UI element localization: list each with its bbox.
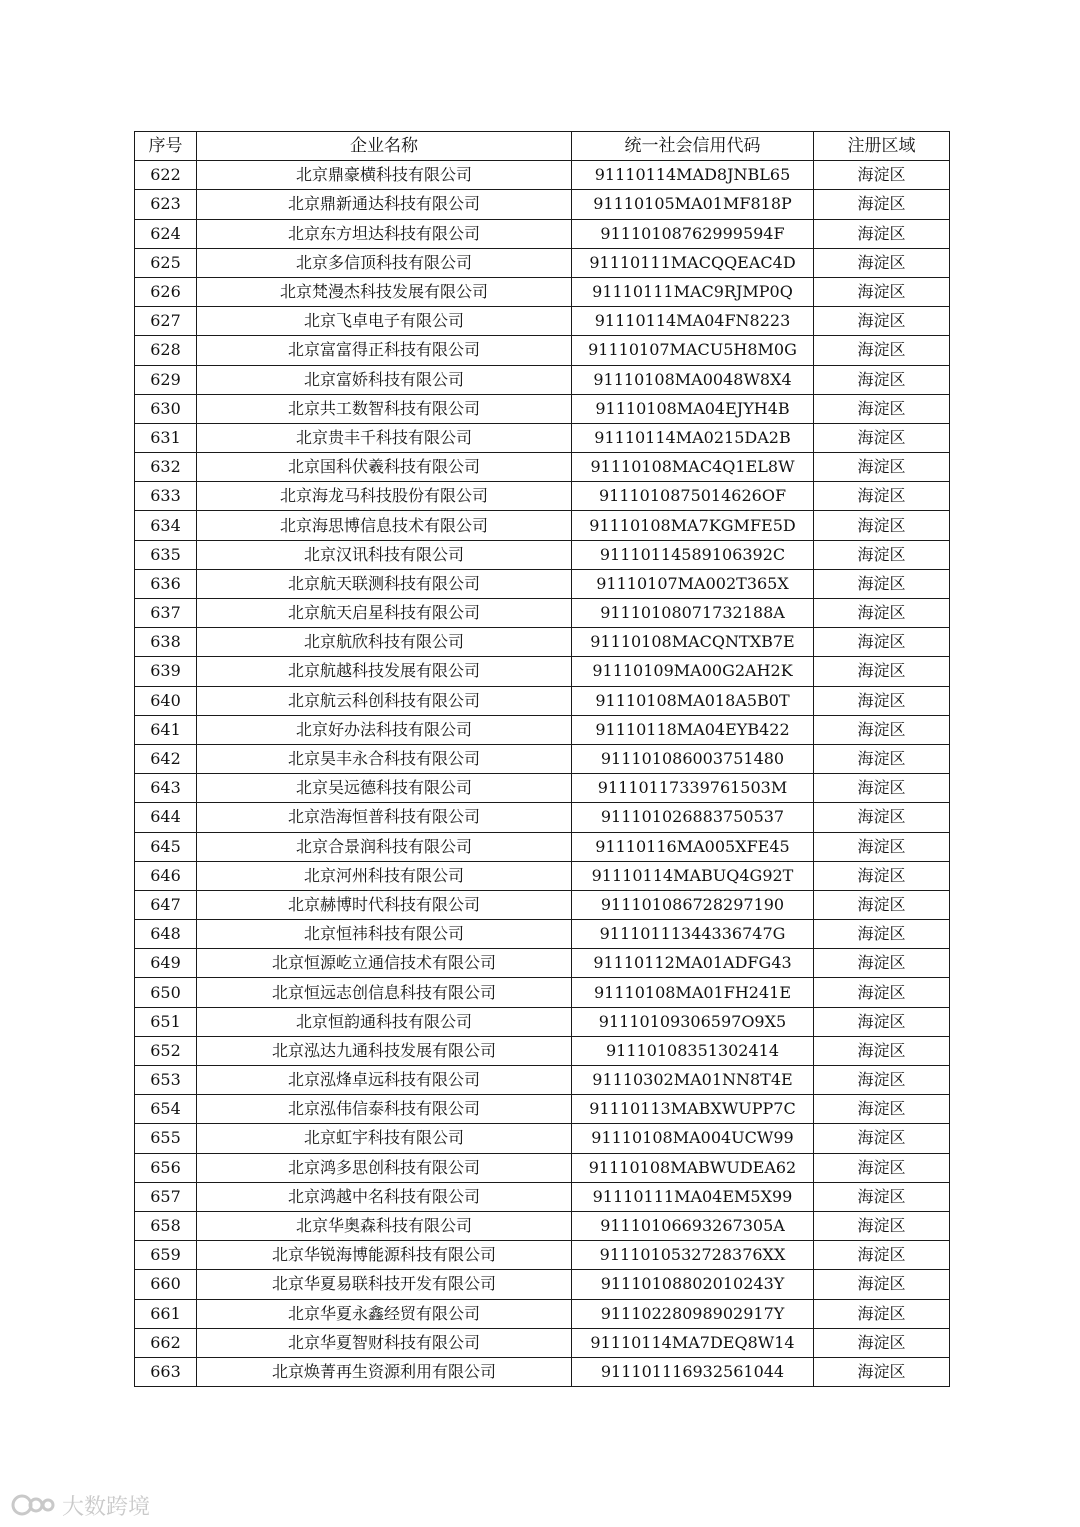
row-index: 637 — [135, 599, 197, 628]
row-index: 650 — [135, 978, 197, 1007]
company-name: 北京赫博时代科技有限公司 — [197, 890, 572, 919]
region: 海淀区 — [814, 277, 950, 306]
region: 海淀区 — [814, 890, 950, 919]
credit-code: 91110107MA002T365X — [572, 569, 814, 598]
table-row — [135, 365, 950, 394]
credit-code: 91110108071732188A — [572, 599, 814, 628]
credit-code: 91110114MA0215DA2B — [572, 423, 814, 452]
row-index: 638 — [135, 628, 197, 657]
table-row — [135, 1182, 950, 1211]
row-index: 656 — [135, 1153, 197, 1182]
table-row — [135, 277, 950, 306]
credit-code: 91110108MA018A5B0T — [572, 686, 814, 715]
table-row — [135, 978, 950, 1007]
table-row — [135, 307, 950, 336]
header-index: 序号 — [135, 132, 197, 161]
table-row — [135, 1007, 950, 1036]
row-index: 639 — [135, 657, 197, 686]
region: 海淀区 — [814, 1357, 950, 1386]
table-row — [135, 1124, 950, 1153]
region: 海淀区 — [814, 1270, 950, 1299]
row-index: 658 — [135, 1211, 197, 1240]
company-name: 北京鼎新通达科技有限公司 — [197, 190, 572, 219]
company-name: 北京航越科技发展有限公司 — [197, 657, 572, 686]
header-company-name: 企业名称 — [197, 132, 572, 161]
row-index: 627 — [135, 307, 197, 336]
table-row — [135, 832, 950, 861]
region: 海淀区 — [814, 657, 950, 686]
company-name: 北京富娇科技有限公司 — [197, 365, 572, 394]
company-name: 北京汉讯科技有限公司 — [197, 540, 572, 569]
credit-code: 91110113MABXWUPP7C — [572, 1095, 814, 1124]
region: 海淀区 — [814, 1299, 950, 1328]
table-row — [135, 949, 950, 978]
company-name: 北京鼎豪横科技有限公司 — [197, 161, 572, 190]
region: 海淀区 — [814, 365, 950, 394]
region: 海淀区 — [814, 1036, 950, 1065]
company-name: 北京吴远德科技有限公司 — [197, 774, 572, 803]
row-index: 631 — [135, 423, 197, 452]
table-row — [135, 890, 950, 919]
row-index: 651 — [135, 1007, 197, 1036]
region: 海淀区 — [814, 190, 950, 219]
credit-code: 91110108MACQNTXB7E — [572, 628, 814, 657]
credit-code: 91110108351302414 — [572, 1036, 814, 1065]
row-index: 646 — [135, 861, 197, 890]
credit-code: 91110228098902917Y — [572, 1299, 814, 1328]
company-name: 北京浩海恒普科技有限公司 — [197, 803, 572, 832]
region: 海淀区 — [814, 336, 950, 365]
table-row — [135, 1036, 950, 1065]
row-index: 623 — [135, 190, 197, 219]
region: 海淀区 — [814, 920, 950, 949]
company-name: 北京航天启星科技有限公司 — [197, 599, 572, 628]
table-row — [135, 657, 950, 686]
credit-code: 91110117339761503M — [572, 774, 814, 803]
row-index: 625 — [135, 248, 197, 277]
credit-code: 91110108MAC4Q1EL8W — [572, 453, 814, 482]
header-region: 注册区域 — [814, 132, 950, 161]
region: 海淀区 — [814, 540, 950, 569]
company-name: 北京海龙马科技股份有限公司 — [197, 482, 572, 511]
credit-code: 91110302MA01NN8T4E — [572, 1066, 814, 1095]
region: 海淀区 — [814, 686, 950, 715]
region: 海淀区 — [814, 248, 950, 277]
credit-code: 91110114MA7DEQ8W14 — [572, 1328, 814, 1357]
credit-code: 91110114MA04FN8223 — [572, 307, 814, 336]
company-name: 北京梵漫杰科技发展有限公司 — [197, 277, 572, 306]
header-credit-code: 统一社会信用代码 — [572, 132, 814, 161]
credit-code: 91110111MA04EM5X99 — [572, 1182, 814, 1211]
company-name: 北京恒祎科技有限公司 — [197, 920, 572, 949]
credit-code: 91110108MABWUDEA62 — [572, 1153, 814, 1182]
table-row — [135, 861, 950, 890]
table-row — [135, 453, 950, 482]
row-index: 641 — [135, 715, 197, 744]
row-index: 634 — [135, 511, 197, 540]
credit-code: 91110108MA7KGMFE5D — [572, 511, 814, 540]
company-name: 北京昊丰永合科技有限公司 — [197, 744, 572, 773]
company-name: 北京泓达九通科技发展有限公司 — [197, 1036, 572, 1065]
region: 海淀区 — [814, 599, 950, 628]
credit-code: 911101026883750537 — [572, 803, 814, 832]
company-name: 北京恒源屹立通信技术有限公司 — [197, 949, 572, 978]
company-name: 北京航欣科技有限公司 — [197, 628, 572, 657]
credit-code: 9111010875014626OF — [572, 482, 814, 511]
row-index: 630 — [135, 394, 197, 423]
region: 海淀区 — [814, 1007, 950, 1036]
company-name: 北京华夏易联科技开发有限公司 — [197, 1270, 572, 1299]
row-index: 635 — [135, 540, 197, 569]
credit-code: 91110108802010243Y — [572, 1270, 814, 1299]
credit-code: 911101116932561044 — [572, 1357, 814, 1386]
company-name: 北京飞卓电子有限公司 — [197, 307, 572, 336]
table-row — [135, 1357, 950, 1386]
region: 海淀区 — [814, 1095, 950, 1124]
row-index: 645 — [135, 832, 197, 861]
credit-code: 91110105327283​76XX — [572, 1241, 814, 1270]
company-name: 北京合景润科技有限公司 — [197, 832, 572, 861]
row-index: 622 — [135, 161, 197, 190]
region: 海淀区 — [814, 569, 950, 598]
watermark — [10, 1490, 150, 1520]
credit-code: 91110108MA01FH241E — [572, 978, 814, 1007]
company-name: 北京共工数智科技有限公司 — [197, 394, 572, 423]
table-row — [135, 482, 950, 511]
table-row — [135, 774, 950, 803]
company-name: 北京海思博信息技术有限公司 — [197, 511, 572, 540]
company-name: 北京国科伏羲科技有限公司 — [197, 453, 572, 482]
table-row — [135, 248, 950, 277]
region: 海淀区 — [814, 219, 950, 248]
region: 海淀区 — [814, 1241, 950, 1270]
company-name: 北京焕菁再生资源利用有限公司 — [197, 1357, 572, 1386]
company-name: 北京河州科技有限公司 — [197, 861, 572, 890]
table-row — [135, 394, 950, 423]
row-index: 624 — [135, 219, 197, 248]
table-row — [135, 1270, 950, 1299]
company-name: 北京航天联测科技有限公司 — [197, 569, 572, 598]
credit-code: 91110108MA0048W8X4 — [572, 365, 814, 394]
table-row — [135, 511, 950, 540]
company-name: 北京好办法科技有限公司 — [197, 715, 572, 744]
company-name: 北京华夏智财科技有限公司 — [197, 1328, 572, 1357]
table-row — [135, 1328, 950, 1357]
region: 海淀区 — [814, 394, 950, 423]
row-index: 662 — [135, 1328, 197, 1357]
table-row — [135, 920, 950, 949]
region: 海淀区 — [814, 482, 950, 511]
credit-code: 91110109MA00G2AH2K — [572, 657, 814, 686]
region: 海淀区 — [814, 715, 950, 744]
row-index: 661 — [135, 1299, 197, 1328]
row-index: 659 — [135, 1241, 197, 1270]
table-row — [135, 423, 950, 452]
row-index: 648 — [135, 920, 197, 949]
credit-code: 91110114589106392C — [572, 540, 814, 569]
row-index: 655 — [135, 1124, 197, 1153]
credit-code: 91110106693267305A — [572, 1211, 814, 1240]
company-name: 北京鸿多思创科技有限公司 — [197, 1153, 572, 1182]
table-row — [135, 686, 950, 715]
row-index: 643 — [135, 774, 197, 803]
row-index: 640 — [135, 686, 197, 715]
row-index: 629 — [135, 365, 197, 394]
region: 海淀区 — [814, 423, 950, 452]
credit-code: 91110109306597O9X5 — [572, 1007, 814, 1036]
watermark-text: 大数跨境 — [62, 1494, 151, 1520]
credit-code: 911101086003751480 — [572, 744, 814, 773]
company-name: 北京泓伟信泰科技有限公司 — [197, 1095, 572, 1124]
region: 海淀区 — [814, 832, 950, 861]
row-index: 652 — [135, 1036, 197, 1065]
table-row — [135, 1095, 950, 1124]
table-row — [135, 1153, 950, 1182]
row-index: 642 — [135, 744, 197, 773]
row-index: 653 — [135, 1066, 197, 1095]
region: 海淀区 — [814, 161, 950, 190]
table-row — [135, 1299, 950, 1328]
company-name: 北京多信顶科技有限公司 — [197, 248, 572, 277]
company-name: 北京虹宇科技有限公司 — [197, 1124, 572, 1153]
table-row — [135, 190, 950, 219]
region: 海淀区 — [814, 1153, 950, 1182]
credit-code: 91110108762999594F — [572, 219, 814, 248]
credit-code: 911101086728297190 — [572, 890, 814, 919]
row-index: 660 — [135, 1270, 197, 1299]
watermark-logo-icon — [10, 1492, 56, 1518]
row-index: 636 — [135, 569, 197, 598]
company-name: 北京华夏永鑫经贸有限公司 — [197, 1299, 572, 1328]
region: 海淀区 — [814, 1211, 950, 1240]
credit-code: 91110116MA005XFE45 — [572, 832, 814, 861]
row-index: 633 — [135, 482, 197, 511]
credit-code: 91110118MA04EYB422 — [572, 715, 814, 744]
credit-code: 91110105MA01MF818P — [572, 190, 814, 219]
company-registry-table — [134, 131, 950, 1387]
credit-code: 91110114MABUQ4G92T — [572, 861, 814, 890]
row-index: 649 — [135, 949, 197, 978]
credit-code: 91110107MACU5H8M0G — [572, 336, 814, 365]
company-name: 北京东方坦达科技有限公司 — [197, 219, 572, 248]
region: 海淀区 — [814, 803, 950, 832]
region: 海淀区 — [814, 1124, 950, 1153]
row-index: 628 — [135, 336, 197, 365]
company-name: 北京鸿越中名科技有限公司 — [197, 1182, 572, 1211]
row-index: 657 — [135, 1182, 197, 1211]
region: 海淀区 — [814, 1182, 950, 1211]
company-name: 北京华奥森科技有限公司 — [197, 1211, 572, 1240]
credit-code: 91110111MACQQEAC4D — [572, 248, 814, 277]
region: 海淀区 — [814, 1066, 950, 1095]
table-row — [135, 219, 950, 248]
table-row — [135, 1241, 950, 1270]
region: 海淀区 — [814, 1328, 950, 1357]
table-row — [135, 569, 950, 598]
company-name: 北京航云科创科技有限公司 — [197, 686, 572, 715]
table-body — [135, 161, 950, 1387]
table-row — [135, 803, 950, 832]
region: 海淀区 — [814, 978, 950, 1007]
credit-code: 91110108MA004UCW99 — [572, 1124, 814, 1153]
region: 海淀区 — [814, 453, 950, 482]
table-row — [135, 599, 950, 628]
region: 海淀区 — [814, 774, 950, 803]
region: 海淀区 — [814, 511, 950, 540]
table-row — [135, 336, 950, 365]
region: 海淀区 — [814, 744, 950, 773]
credit-code: 91110114MAD8JNBL65 — [572, 161, 814, 190]
company-name: 北京贵丰千科技有限公司 — [197, 423, 572, 452]
table-header-row — [135, 132, 950, 161]
table-row — [135, 628, 950, 657]
region: 海淀区 — [814, 949, 950, 978]
company-name: 北京华锐海博能源科技有限公司 — [197, 1241, 572, 1270]
company-name: 北京恒韵通科技有限公司 — [197, 1007, 572, 1036]
table-row — [135, 1066, 950, 1095]
credit-code: 91110112MA01ADFG43 — [572, 949, 814, 978]
credit-code: 91110111344336747G — [572, 920, 814, 949]
table-row — [135, 161, 950, 190]
region: 海淀区 — [814, 628, 950, 657]
table-row — [135, 744, 950, 773]
region: 海淀区 — [814, 861, 950, 890]
credit-code: 91110108MA04EJYH4B — [572, 394, 814, 423]
region: 海淀区 — [814, 307, 950, 336]
row-index: 654 — [135, 1095, 197, 1124]
row-index: 663 — [135, 1357, 197, 1386]
company-name: 北京富富得正科技有限公司 — [197, 336, 572, 365]
row-index: 632 — [135, 453, 197, 482]
table-row — [135, 715, 950, 744]
credit-code: 91110111MAC9RJMP0Q — [572, 277, 814, 306]
row-index: 644 — [135, 803, 197, 832]
row-index: 626 — [135, 277, 197, 306]
table-row — [135, 1211, 950, 1240]
company-name: 北京泓烽卓远科技有限公司 — [197, 1066, 572, 1095]
company-name: 北京恒远志创信息科技有限公司 — [197, 978, 572, 1007]
table-row — [135, 540, 950, 569]
row-index: 647 — [135, 890, 197, 919]
